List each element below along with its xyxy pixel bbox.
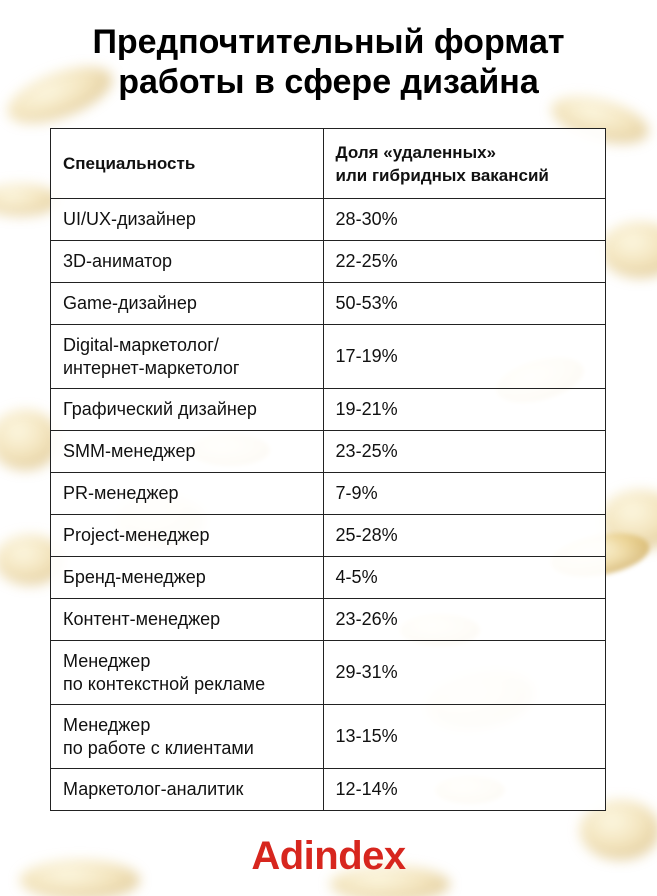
specialty-cell: Бренд-менеджер xyxy=(51,557,324,599)
table-row xyxy=(51,283,606,325)
header-specialty: Специальность xyxy=(51,129,324,199)
specialty-cell: Digital-маркетолог/ интернет-маркетолог xyxy=(51,325,324,389)
table-row xyxy=(51,769,606,811)
specialty-cell: UI/UX-дизайнер xyxy=(51,199,324,241)
page-title xyxy=(0,22,657,102)
share-cell: 22-25% xyxy=(323,241,605,283)
table-row xyxy=(51,199,606,241)
table-row xyxy=(51,241,606,283)
share-cell: 25-28% xyxy=(323,515,605,557)
specialty-cell: Менеджер по работе с клиентами xyxy=(51,705,324,769)
table-header-row xyxy=(51,129,606,199)
table-row xyxy=(51,599,606,641)
header-remote-share: Доля «удаленных» или гибридных вакансий xyxy=(323,129,605,199)
specialty-cell: SMM-менеджер xyxy=(51,431,324,473)
table-row xyxy=(51,557,606,599)
specialty-cell: Game-дизайнер xyxy=(51,283,324,325)
share-cell: 50-53% xyxy=(323,283,605,325)
vacancies-table xyxy=(50,128,606,811)
table-row xyxy=(51,515,606,557)
share-cell: 4-5% xyxy=(323,557,605,599)
table-row xyxy=(51,325,606,389)
table-row xyxy=(51,473,606,515)
title-line-2: работы в сфере дизайна xyxy=(118,63,539,101)
share-cell: 12-14% xyxy=(323,769,605,811)
specialty-cell: 3D-аниматор xyxy=(51,241,324,283)
table-row xyxy=(51,431,606,473)
share-cell: 7-9% xyxy=(323,473,605,515)
specialty-cell: Контент-менеджер xyxy=(51,599,324,641)
share-cell: 28-30% xyxy=(323,199,605,241)
table-row xyxy=(51,389,606,431)
share-cell: 17-19% xyxy=(323,325,605,389)
adindex-logo: Adindex xyxy=(251,834,406,878)
specialty-cell: Project-менеджер xyxy=(51,515,324,557)
specialty-cell: PR-менеджер xyxy=(51,473,324,515)
share-cell: 19-21% xyxy=(323,389,605,431)
specialty-cell: Маркетолог-аналитик xyxy=(51,769,324,811)
specialty-cell: Менеджер по контекстной рекламе xyxy=(51,641,324,705)
title-line-1: Предпочтительный формат xyxy=(92,23,565,61)
share-cell: 29-31% xyxy=(323,641,605,705)
table-row xyxy=(51,641,606,705)
share-cell: 23-25% xyxy=(323,431,605,473)
table-row xyxy=(51,705,606,769)
share-cell: 23-26% xyxy=(323,599,605,641)
share-cell: 13-15% xyxy=(323,705,605,769)
specialty-cell: Графический дизайнер xyxy=(51,389,324,431)
